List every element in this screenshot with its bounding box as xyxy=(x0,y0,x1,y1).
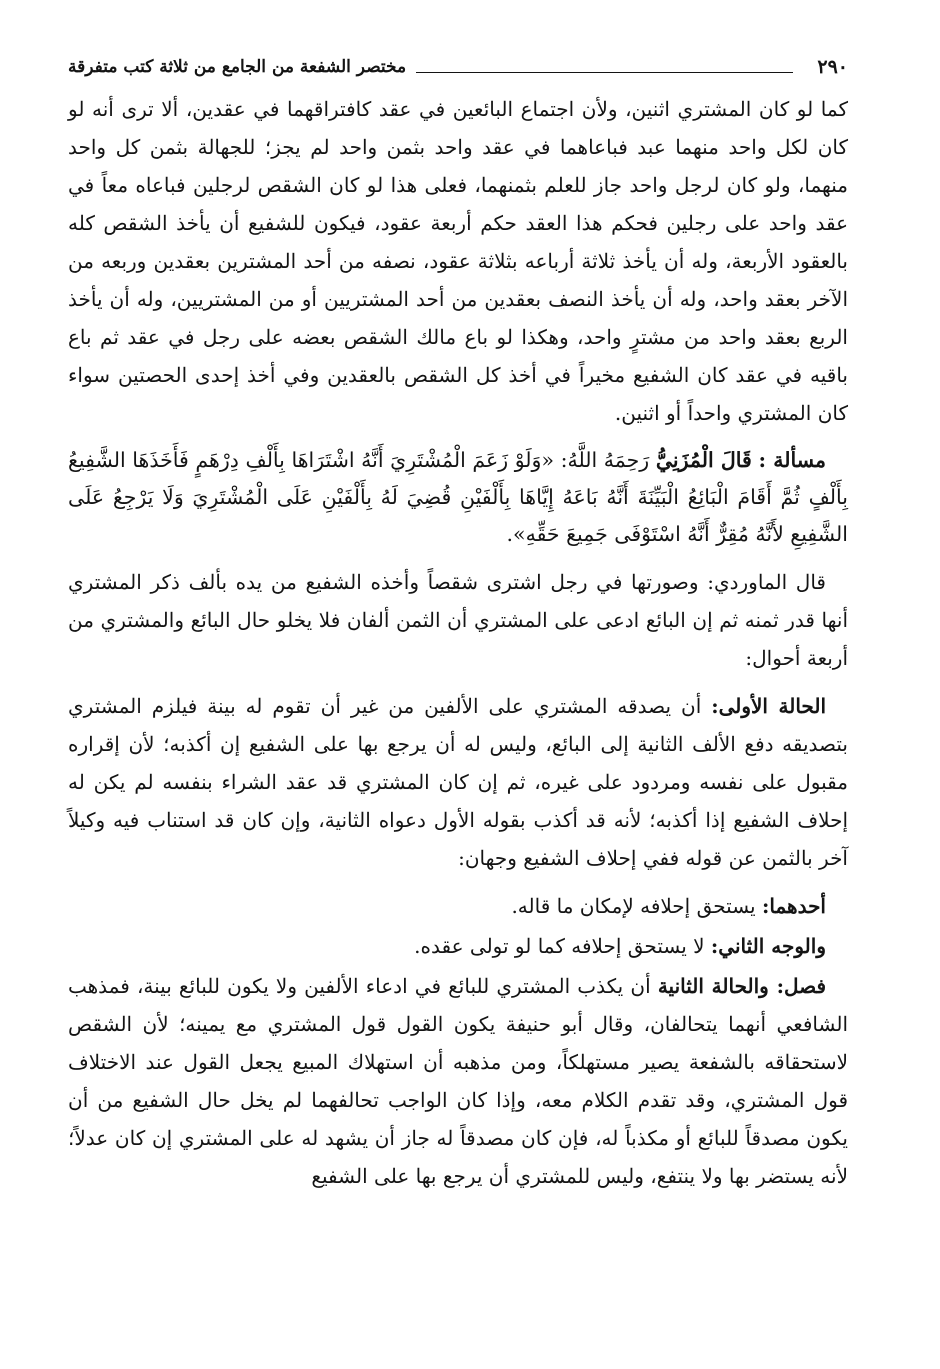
second-view-line xyxy=(68,927,848,965)
masala-label: مسألة : xyxy=(758,448,826,472)
first-state-text: أن يصدقه المشتري على الألفين من غير أن تقوم له بينة فيلزم المشتري بتصديقه دفع الألف الثانية إلى البائع، وليس له أن يرجع بها على الشفيع إن أكذبه؛ لأن إقراره مقبول على نفسه ومردود على غيره، ثم إن كان المشتري قد عقد الشراء بنفسه لم يكن له إحلاف الشفيع إذا أكذبه؛ لأنه قد أكذب بقوله الأول دعواه الثانية، وإن كان قد استناب فيه وكيلاً آخر بالثمن عن قوله ففي إحلاف الشفيع وجهان: xyxy=(68,694,848,870)
first-view-label: أحدهما: xyxy=(761,894,826,918)
book-page xyxy=(68,48,848,1205)
second-state-text: أن يكذب المشتري للبائع في ادعاء الألفين ولا يكون للبائع بينة، فمذهب الشافعي أنهما يتحالفان، وقال أبو حنيفة يكون القول قول المشتري مع يمينه؛ لأن الشقص لاستحقاقه بالشفعة يصير مستهلكاً، ومن مذهبه أن استهلاك المبيع يجعل القول عند الاختلاف قول المشتري، وقد تقدم الكلام معه، وإذا كان الواجب تحالفهما لم يخل حال الشفيع من أن يكون مصدقاً للبائع أو مكذباً له، فإن كان مصدقاً له جاز أن يشهد له على المشتري إن كان عدلاً؛ لأنه يستضر بها ولا ينتفع، وليس للمشتري أن يرجع بها على الشفيع xyxy=(68,974,848,1188)
second-state-paragraph xyxy=(68,967,848,1195)
second-view-text: لا يستحق إحلافه كما لو تولى عقده. xyxy=(414,934,705,958)
page-body xyxy=(68,90,848,1195)
masala-paragraph xyxy=(68,442,848,553)
page-number: ٢٩٠ xyxy=(817,56,848,78)
running-title: مختصر الشفعة من الجامع من ثلاثة كتب متفرقة xyxy=(68,57,407,77)
masala-quote: رَحِمَهُ اللَّهُ: «وَلَوْ زَعَمَ الْمُشْتَرِيَ أَنَّهُ اشْتَرَاهَا بِأَلْفِ دِرْهَمٍ فَأَخَذَهَا الشَّفِيعُ بِأَلْفٍ ثُمَّ أَقَامَ الْبَائِعُ الْبَيِّنَةَ أَنَّهُ بَاعَهُ إِيَّاهَا بِأَلْفَيْنِ قُضِيَ لَهُ بِأَلْفَيْنِ عَلَى الْمُشْتَرِيَ وَلَا يَرْجِعُ عَلَى الشَّفِيعِ لأَنَّهُ مُقِرٌّ أَنَّهُ اسْتَوْفَى جَمِيعَ حَقِّهِ». xyxy=(68,448,848,546)
second-state-label: فصل: والحالة الثانية xyxy=(657,974,826,998)
first-state-label: الحالة الأولى: xyxy=(711,694,826,718)
mawardi-paragraph: قال الماوردي: وصورتها في رجل اشترى شقصاً وأخذه الشفيع من يده بألف ذكر المشتري أنها قدر ثمنه ثم إن البائع ادعى على المشتري أن الثمن ألفان فلا يخلو حال البائع والمشتري من أربعة أحوال: xyxy=(68,570,848,670)
running-header xyxy=(68,48,848,82)
first-view-line xyxy=(68,887,848,925)
paragraph-continuation: كما لو كان المشتري اثنين، ولأن اجتماع البائعين في عقد كافتراقهما في عقدين، ألا ترى أنه لو كان لكل واحد منهما عبد فباعاهما في عقد واحد بثمن واحد لم يجز؛ للجهالة بثمن كل واحد منهما، ولو كان لرجل واحد جاز للعلم بثمنهما، فعلى هذا لو كان الشقص لرجلين فباعاه معاً في عقد واحد على رجلين فحكم هذا العقد حكم أربعة عقود، فيكون للشفيع أن يأخذ الشقص كله بالعقود الأربعة، وله أن يأخذ ثلاثة أرباعه بثلاثة عقود، نصفه من أحد المشترين بعقدين وربعه من الآخر بعقد واحد، وله أن يأخذ النصف بعقدين من أحد المشتريين أو من المشتريين، وله أن يأخذ الربع بعقد واحد من مشترٍ واحد، وهكذا لو باع مالك الشقص بعضه على رجل في عقد ثم باع باقيه في عقد كان الشفيع مخيراً في أخذ كل الشقص بالعقدين وفي أخذ إحدى الحصتين سواء كان المشتري واحداً أو اثنين. xyxy=(68,97,848,425)
header-rule xyxy=(416,72,793,73)
second-view-label: والوجه الثاني: xyxy=(710,934,826,958)
first-state-paragraph xyxy=(68,687,848,877)
first-view-text: يستحق إحلافه لإمكان ما قاله. xyxy=(511,894,756,918)
masala-speaker: قَالَ الْمُزَنِيُّ xyxy=(655,448,752,472)
